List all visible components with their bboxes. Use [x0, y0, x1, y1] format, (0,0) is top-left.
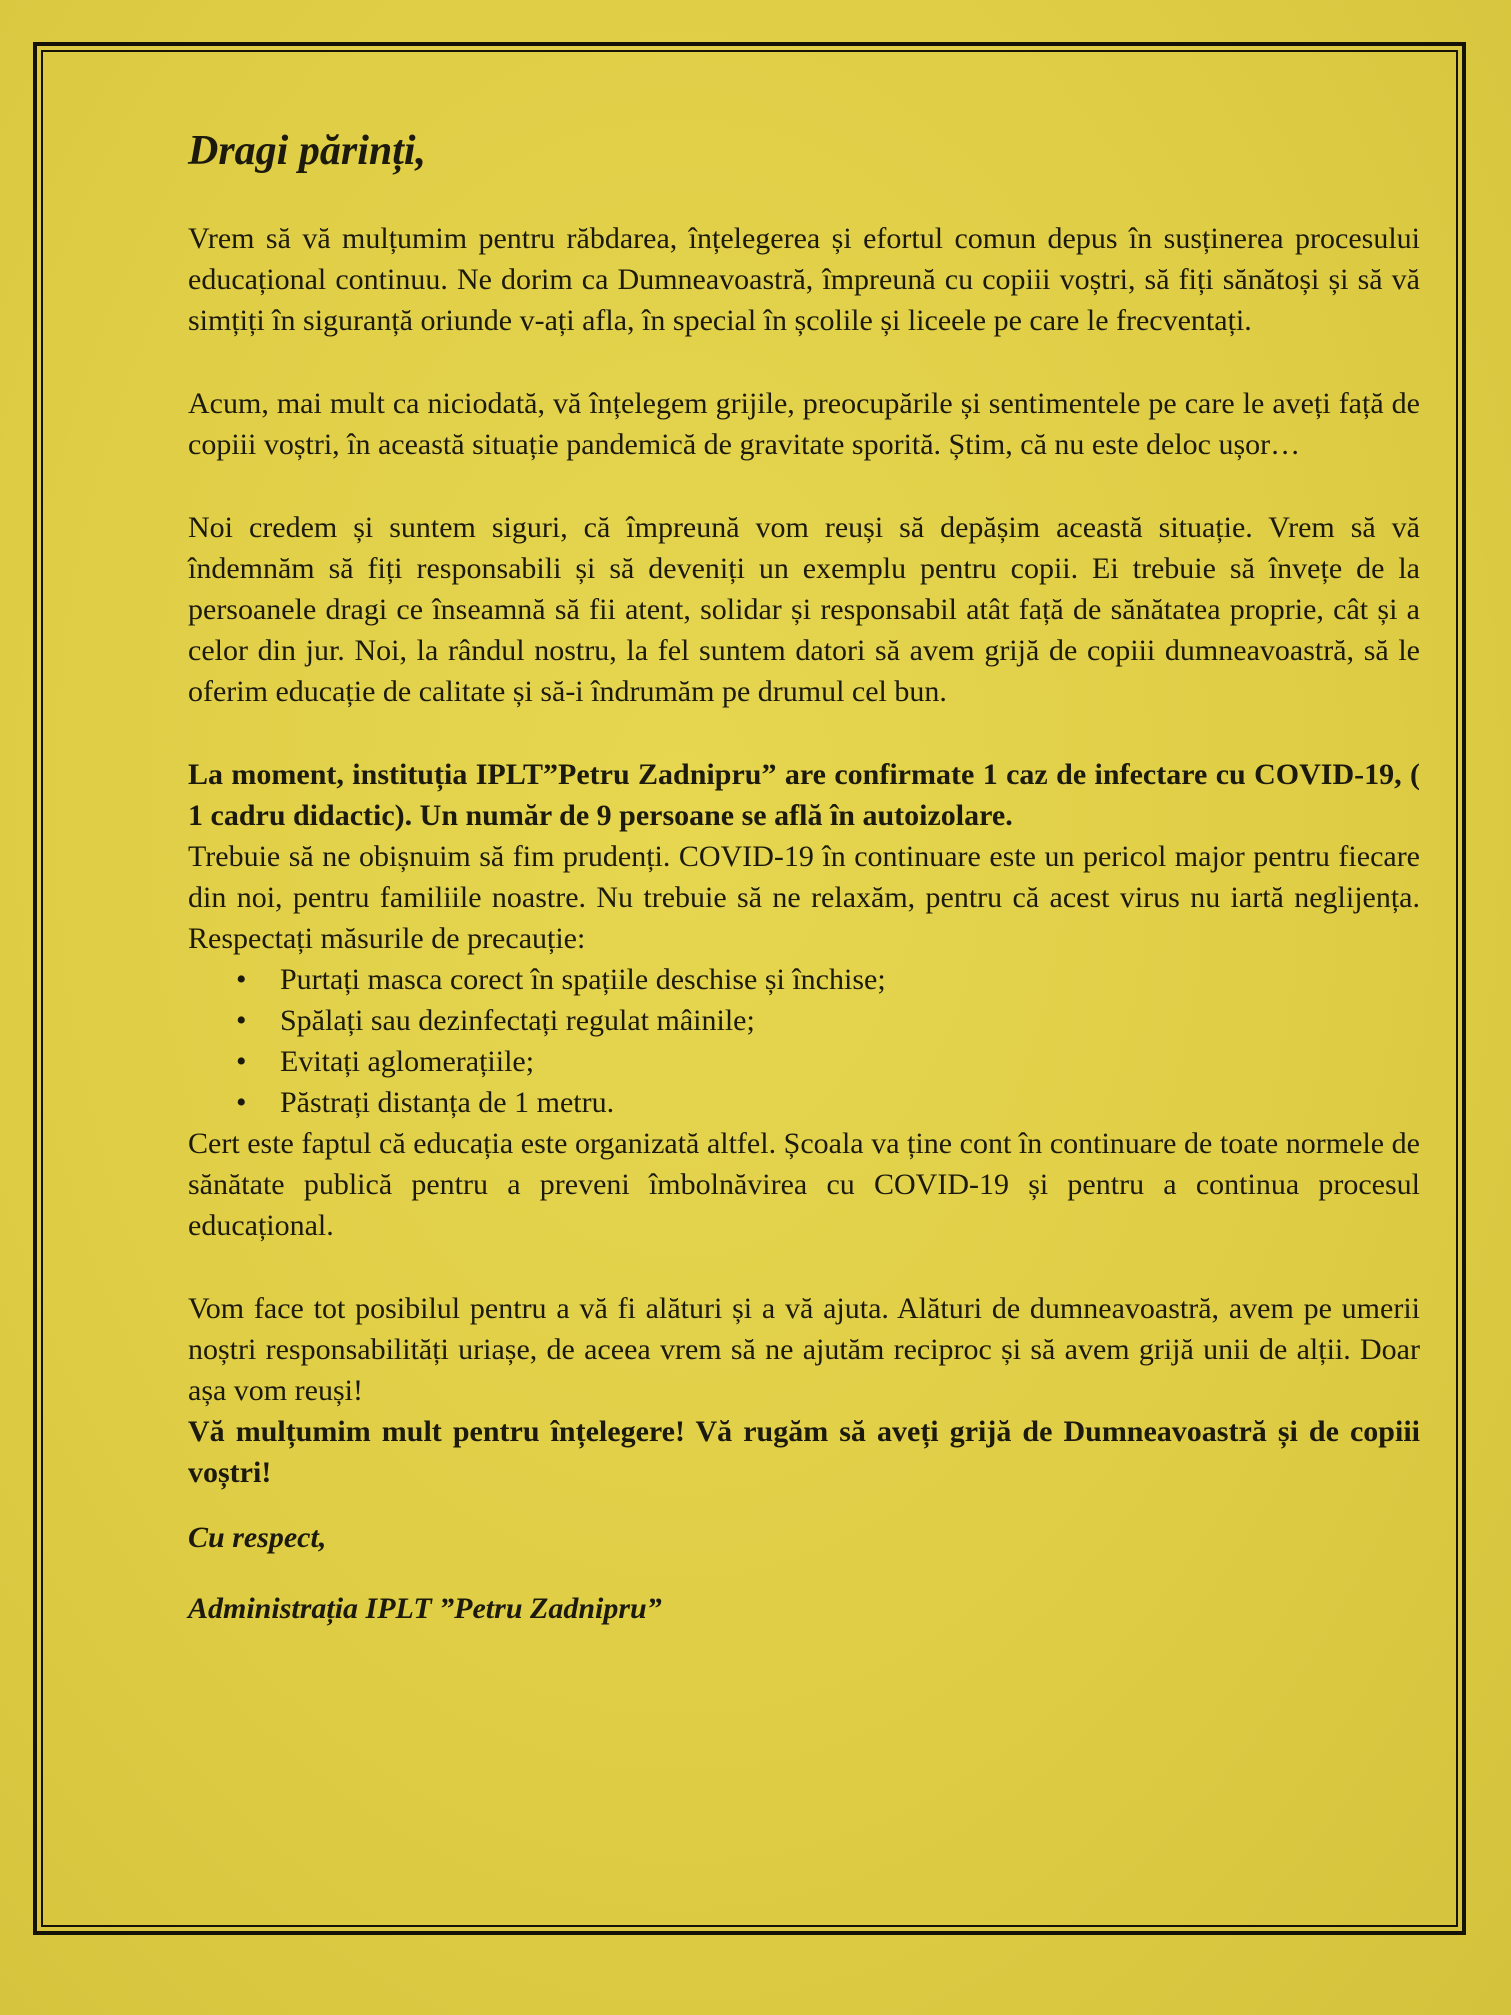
covid-case-announcement: La moment, instituția IPLT”Petru Zadnipru” are confirmate 1 caz de infectare cu COVID-19, ( 1 cadru didactic). Un număr de 9 persoane se află în autoizolare. — [188, 758, 1420, 833]
bullet-icon: • — [236, 1086, 247, 1120]
paragraph-thanks-effort: Vrem să vă mulțumim pentru răbdarea, înțelegerea și efortul comun depus în susținerea procesului educațional continuu. Ne dorim ca Dumneavoastră, împreună cu copiii voștri, să fiți sănătoși și să vă simțiți în siguranță oriunde v-ați afla, în special în școlile și liceele pe care le frecventați. — [188, 222, 1420, 338]
signature: Administrația IPLT ”Petru Zadnipru” — [188, 1592, 662, 1626]
paragraph-support: Vom face tot posibilul pentru a vă fi alături și a vă ajuta. Alături de dumneavoastră, avem pe umerii noștri responsabilități uriașe, de aceea vrem să ne ajutăm reciproc și să avem grijă unii de alții. Doar așa vom reuși! — [188, 1292, 1420, 1408]
list-item: • Spălați sau dezinfectați regulat mâinile; — [280, 1000, 1420, 1041]
list-item: • Păstrați distanța de 1 metru. — [280, 1082, 1420, 1123]
bullet-icon: • — [236, 963, 247, 997]
list-item: • Evitați aglomerațiile; — [280, 1041, 1420, 1082]
bullet-icon: • — [236, 1004, 247, 1038]
paragraph-concerns: Acum, mai mult ca niciodată, vă înțelegem grijile, preocupările și sentimentele pe care le aveți față de copiii voștri, în această situație pandemică de gravitate sporită. Știm, că nu este deloc ușor… — [188, 387, 1420, 462]
letter-body — [188, 128, 1420, 1629]
thanks-message: Vă mulțumim mult pentru înțelegere! Vă rugăm să aveți grijă de Dumneavoastră și de copiii voștri! — [188, 1415, 1420, 1490]
list-item: • Purtați masca corect în spațiile deschise și închise; — [280, 959, 1420, 1000]
paragraph-responsibility: Noi credem și suntem siguri, că împreună vom reuși să depășim această situație. Vrem să vă îndemnăm să fiți responsabili și să deveniți un exemplu pentru copii. Ei trebuie să învețe de la persoanele dragi ce înseamnă să fii atent, solidar și responsabil atât față de sănătatea proprie, cât și a celor din jur. Noi, la rândul nostru, la fel suntem datori să avem grijă de copiii dumneavoastră, să le oferim educație de calitate și să-i îndrumăm pe drumul cel bun. — [188, 511, 1420, 709]
letter-greeting: Dragi părinți, — [188, 128, 427, 174]
precaution-measures-list — [188, 959, 1420, 1123]
paragraph-school-norms: Cert este faptul că educația este organizată altfel. Școala va ține cont în continuare de toate normele de sănătate publică pentru a preveni îmbolnăvirea cu COVID-19 și pentru a continua procesul educațional. — [188, 1127, 1420, 1243]
bullet-icon: • — [236, 1045, 247, 1079]
sign-off: Cu respect, — [188, 1521, 327, 1555]
paragraph-precautions: Trebuie să ne obișnuim să fim prudenți. COVID-19 în continuare este un pericol major pentru fiecare din noi, pentru familiile noastre. Nu trebuie să ne relaxăm, pentru că acest virus nu iartă neglijența. Respectați măsurile de precauție: — [188, 840, 1420, 956]
